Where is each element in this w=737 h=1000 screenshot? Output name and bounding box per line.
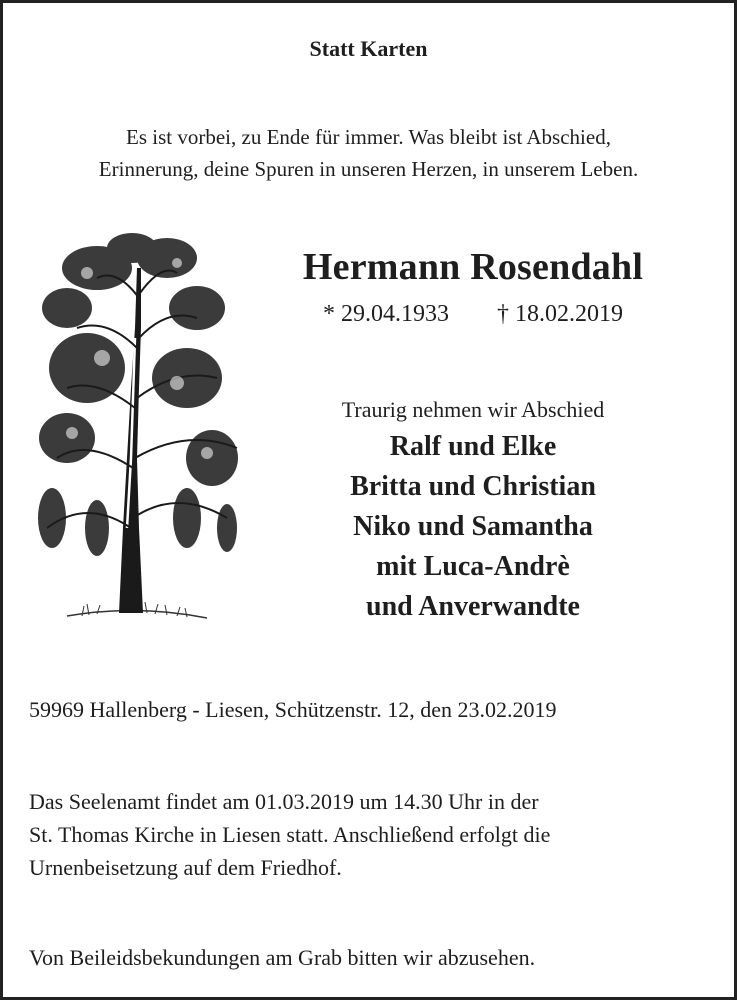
funeral-service-info [29,785,719,884]
memorial-verse-line: Erinnerung, deine Spuren in unseren Herzen, in unserem Leben. [98,157,639,181]
mourner-name: Ralf und Elke [389,431,557,462]
birch-tree-illustration [27,228,245,628]
death-date: † 18.02.2019 [497,301,623,327]
life-dates [243,299,703,329]
memorial-verse-line: Es ist vorbei, zu Ende für immer. Was bleibt ist Abschied, [126,125,611,149]
mourners-block [253,395,693,627]
mourner-name: Britta und Christian [350,471,596,502]
service-line: St. Thomas Kirche in Liesen statt. Anschließend erfolgt die [29,822,551,847]
notice-header: Statt Karten [309,36,428,61]
mourners-list [253,427,693,627]
mourners-intro: Traurig nehmen wir Abschied [341,397,605,422]
service-line: Urnenbeisetzung auf dem Friedhof. [29,855,342,880]
service-line: Das Seelenamt findet am 01.03.2019 um 14.30 Uhr in der [29,789,539,814]
deceased-info [243,243,703,329]
mourner-name: Niko und Samantha [353,511,593,542]
mourner-name: mit Luca-Andrè [376,551,570,582]
deceased-name: Hermann Rosendahl [302,246,644,288]
mourner-name: und Anverwandte [366,591,580,622]
address-line: 59969 Hallenberg - Liesen, Schützenstr. 12, den 23.02.2019 [29,697,557,722]
closing-note: Von Beileidsbekundungen am Grab bitten wir abzusehen. [29,945,536,970]
memorial-verse [3,121,734,185]
birth-date: * 29.04.1933 [323,301,449,327]
